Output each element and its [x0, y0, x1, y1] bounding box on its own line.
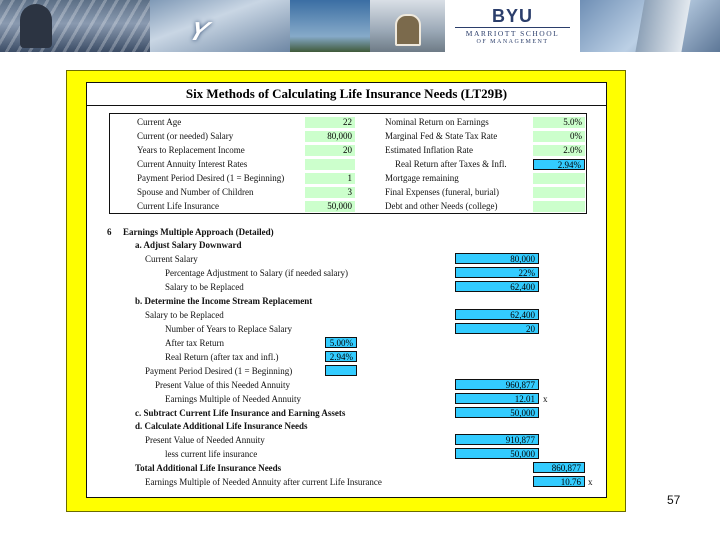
input-label: Estimated Inflation Rate — [385, 145, 473, 155]
input-label: Current Age — [137, 117, 182, 127]
calc-cell-less-current: 50,000 — [455, 448, 539, 459]
banner-photo-statue — [0, 0, 150, 52]
row-label: Present Value of this Needed Annuity — [155, 380, 291, 390]
multiple-x-mark: x — [543, 394, 548, 404]
input-label: Years to Replacement Income — [137, 145, 245, 155]
input-label: Marginal Fed & State Tax Rate — [385, 131, 498, 141]
row-label: Earnings Multiple of Needed Annuity — [165, 394, 301, 404]
row-label: Current Salary — [145, 254, 198, 264]
input-label: Real Return after Taxes & Infl. — [395, 159, 507, 169]
logo-divider — [455, 27, 570, 28]
row-label: Payment Period Desired (1 = Beginning) — [145, 366, 293, 376]
calc-cell-b-years: 20 — [455, 323, 539, 334]
input-label: Nominal Return on Earnings — [385, 117, 489, 127]
step-b-title: b. Determine the Income Stream Replacement — [135, 296, 313, 306]
step-a-title: a. Adjust Salary Downward — [135, 240, 242, 250]
y-mountain-logo: Y — [184, 16, 213, 46]
input-cell-tax-rate[interactable]: 0% — [533, 131, 585, 142]
input-label: Current (or needed) Salary — [137, 131, 234, 141]
input-label: Final Expenses (funeral, burial) — [385, 187, 499, 197]
calc-cell-earnings-multiple: 12.01 — [455, 393, 539, 404]
row-label: After tax Return — [165, 338, 224, 348]
input-cell-children[interactable]: 3 — [305, 187, 355, 198]
calc-cell-real-return: 2.94% — [533, 159, 585, 170]
building-tower — [635, 0, 690, 52]
statue-figure — [20, 4, 52, 48]
input-cell-annuity-rate[interactable] — [305, 159, 355, 170]
calc-cell-after-tax: 5.00% — [325, 337, 357, 348]
section-number: 6 — [107, 227, 112, 237]
page-number: 57 — [667, 493, 681, 507]
calc-cell-pct-adjust: 22% — [455, 267, 539, 278]
input-cell-payment-period[interactable]: 1 — [305, 173, 355, 184]
input-cell-years[interactable]: 20 — [305, 145, 355, 156]
row-label: Salary to be Replaced — [145, 310, 224, 320]
row-label: Real Return (after tax and infl.) — [165, 352, 279, 362]
row-label: Salary to be Replaced — [165, 282, 244, 292]
logo-subtitle: MARRIOTT SCHOOL — [465, 29, 560, 38]
input-cell-inflation[interactable]: 2.0% — [533, 145, 585, 156]
logo-subtitle-2: OF MANAGEMENT — [476, 39, 549, 45]
row-label: less current life insurance — [165, 449, 258, 459]
input-label: Current Life Insurance — [137, 201, 219, 211]
row-label: Number of Years to Replace Salary — [165, 324, 292, 334]
calc-cell-final-multiple: 10.76 — [533, 476, 585, 487]
final-x-mark: x — [588, 477, 593, 487]
input-cell-life-insurance[interactable]: 50,000 — [305, 201, 355, 212]
calc-cell-total: 860,877 — [533, 462, 585, 473]
input-label: Spouse and Number of Children — [137, 187, 254, 197]
input-cell-other-needs[interactable] — [533, 201, 585, 212]
banner-photo-sky — [290, 0, 370, 52]
row-label: Percentage Adjustment to Salary (if needed salary) — [165, 268, 348, 278]
input-cell-mortgage[interactable] — [533, 173, 585, 184]
calc-cell-salary-replaced: 62,400 — [455, 281, 539, 292]
calc-cell-current-salary: 80,000 — [455, 253, 539, 264]
section-title: Earnings Multiple Approach (Detailed) — [123, 227, 274, 237]
step-d-title: d. Calculate Additional Life Insurance Needs — [135, 421, 308, 431]
input-cell-nominal-return[interactable]: 5.0% — [533, 117, 585, 128]
input-cell-salary[interactable]: 80,000 — [305, 131, 355, 142]
input-cell-final-expenses[interactable] — [533, 187, 585, 198]
input-cell-current-age[interactable]: 22 — [305, 117, 355, 128]
calc-cell-c-value: 50,000 — [455, 407, 539, 418]
sheet-title: Six Methods of Calculating Life Insurance Needs (LT29B) — [87, 83, 606, 106]
calc-cell-pv-needed: 910,877 — [455, 434, 539, 445]
input-label: Debt and other Needs (college) — [385, 201, 498, 211]
row-label: Present Value of Needed Annuity — [145, 435, 265, 445]
input-label: Payment Period Desired (1 = Beginning) — [137, 173, 285, 183]
final-label: Earnings Multiple of Needed Annuity after current Life Insurance — [145, 477, 382, 487]
logo-title: BYU — [491, 6, 533, 26]
spreadsheet — [86, 82, 607, 498]
calc-cell-real-return-b: 2.94% — [325, 351, 357, 362]
bell-icon — [395, 14, 421, 46]
calc-cell-b-salary: 62,400 — [455, 309, 539, 320]
header-banner — [0, 0, 720, 52]
byu-marriott-logo — [445, 6, 580, 46]
input-label: Mortgage remaining — [385, 173, 459, 183]
calc-cell-payment-period — [325, 365, 357, 376]
step-c-title: c. Subtract Current Life Insurance and Earning Assets — [135, 408, 346, 418]
calc-cell-pv-annuity: 960,877 — [455, 379, 539, 390]
input-label: Current Annuity Interest Rates — [137, 159, 248, 169]
total-label: Total Additional Life Insurance Needs — [135, 463, 282, 473]
banner-photo-mountain — [150, 0, 290, 52]
